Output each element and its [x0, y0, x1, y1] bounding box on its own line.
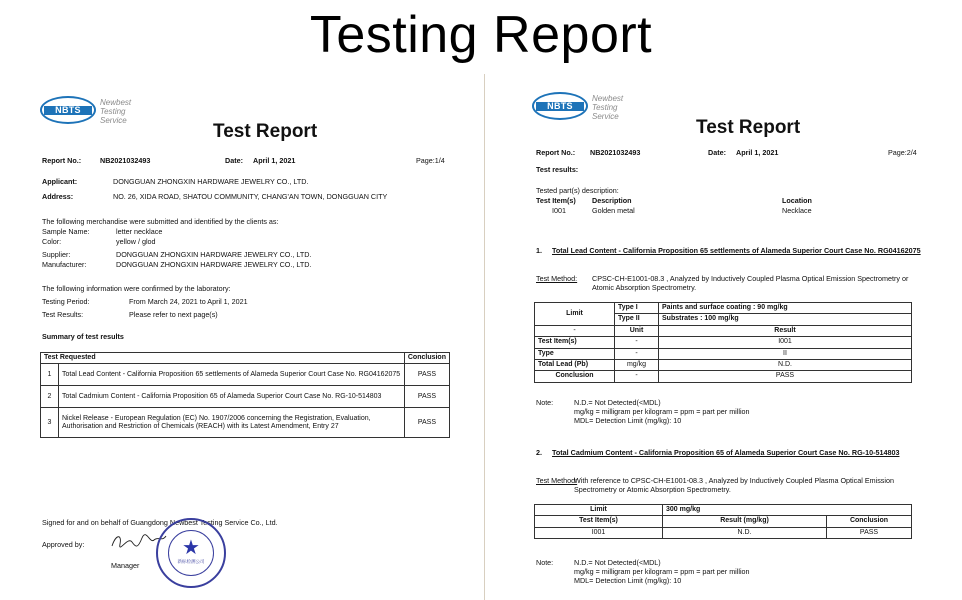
- table-row: [535, 325, 912, 336]
- page-number: Page:1/4: [416, 156, 445, 165]
- limit-label: Limit: [535, 505, 663, 516]
- logo-abbr: NBTS: [44, 106, 92, 115]
- applicant-value: DONGGUAN ZHONGXIN HARDWARE JEWELRY CO., LTD.: [113, 177, 309, 186]
- table-cell: mg/kg: [615, 359, 659, 370]
- report-title: Test Report: [213, 121, 318, 142]
- report-no: NB2021032493: [100, 156, 151, 165]
- note-label: Note:: [536, 558, 554, 567]
- table-header: Conclusion: [827, 516, 912, 527]
- cadmium-results-table: [534, 504, 912, 539]
- table-cell: N.D.: [659, 359, 912, 370]
- table-cell: N.D.: [663, 527, 827, 538]
- report-title: Test Report: [696, 117, 801, 138]
- table-cell: I001: [535, 527, 663, 538]
- address-label: Address:: [42, 192, 74, 201]
- note-line: mg/kg = milligram per kilogram = ppm = part per million: [574, 567, 750, 576]
- banner-title: Testing Report: [309, 6, 653, 64]
- parts-item: I001: [552, 206, 566, 215]
- address-value: NO. 26, XIDA ROAD, SHATOU COMMUNITY, CHANG'AN TOWN, DONGGUAN CITY: [113, 192, 388, 201]
- company-stamp-icon: [156, 518, 226, 588]
- table-cell: Total Lead (Pb): [535, 359, 615, 370]
- logo-line-2: Testing: [100, 107, 126, 116]
- table-row: [535, 303, 912, 314]
- table-row: [535, 348, 912, 359]
- note-line: MDL= Detection Limit (mg/kg): 10: [574, 416, 682, 425]
- manufacturer-label: Manufacturer:: [42, 260, 87, 269]
- table-row: [535, 527, 912, 538]
- report-no-label: Report No.:: [42, 156, 82, 165]
- table-row: [41, 386, 450, 408]
- type-1-value: Paints and surface coating : 90 mg/kg: [659, 303, 912, 314]
- table-row: [41, 408, 450, 438]
- parts-header-desc: Description: [592, 196, 632, 205]
- parts-header-item: Test Item(s): [536, 196, 576, 205]
- stamp-text: 新标检测公司: [177, 559, 205, 564]
- type-2-value: Substrates : 100 mg/kg: [659, 314, 912, 325]
- type-1-label: Type I: [615, 303, 659, 314]
- table-cell: Result: [659, 325, 912, 336]
- table-cell: I001: [659, 337, 912, 348]
- test-requested: Total Cadmium Content - California Proposition 65 of Alameda Superior Court Case No. RG-10-514803: [59, 386, 405, 408]
- period-value: From March 24, 2021 to April 1, 2021: [129, 297, 248, 306]
- table-cell: PASS: [659, 371, 912, 382]
- limit-value: 300 mg/kg: [663, 505, 912, 516]
- table-cell: Type: [535, 348, 615, 359]
- approved-label: Approved by:: [42, 540, 85, 549]
- logo-abbr: NBTS: [536, 102, 584, 111]
- section-1-number: 1.: [536, 246, 542, 255]
- test-requested: Total Lead Content - California Proposition 65 settlements of Alameda Superior Court Case No. RG04162075: [59, 364, 405, 386]
- table-cell: Test Item(s): [535, 337, 615, 348]
- section-1-title: Total Lead Content - California Proposition 65 settlements of Alameda Superior Court Case No. RG04162075: [552, 246, 921, 255]
- results-value: Please refer to next page(s): [129, 310, 218, 319]
- report-date: April 1, 2021: [253, 156, 296, 165]
- parts-header-location: Location: [782, 196, 812, 205]
- results-label: Test Results:: [42, 310, 84, 319]
- date-label: Date:: [708, 148, 726, 157]
- applicant-label: Applicant:: [42, 177, 78, 186]
- page-number: Page:2/4: [888, 148, 917, 157]
- table-cell: -: [535, 325, 615, 336]
- lab-intro: The following information were confirmed by the laboratory:: [42, 284, 231, 293]
- conclusion: PASS: [404, 364, 449, 386]
- logo-name: [592, 94, 623, 121]
- section-2-number: 2.: [536, 448, 542, 457]
- table-row: [535, 371, 912, 382]
- merchandise-intro: The following merchandise were submitted and identified by the clients as:: [42, 217, 279, 226]
- row-number: 1: [41, 364, 59, 386]
- conclusion: PASS: [404, 386, 449, 408]
- conclusion: PASS: [404, 408, 449, 438]
- star-icon: ★: [182, 537, 200, 559]
- report-page-2: [494, 74, 956, 600]
- summary-table: [40, 352, 450, 438]
- table-cell: Unit: [615, 325, 659, 336]
- table-header: Conclusion: [404, 353, 449, 364]
- table-row: [41, 353, 450, 364]
- section-2-title: Total Cadmium Content - California Proposition 65 of Alameda Superior Court Case No. RG-10-514803: [552, 448, 900, 457]
- logo-line-2: Testing: [592, 103, 618, 112]
- supplier-value: DONGGUAN ZHONGXIN HARDWARE JEWELRY CO., LTD.: [116, 250, 312, 259]
- limit-label: Limit: [535, 303, 615, 326]
- parts-location: Necklace: [782, 206, 812, 215]
- note-line: mg/kg = milligram per kilogram = ppm = part per million: [574, 407, 750, 416]
- manager-label: Manager: [111, 561, 140, 570]
- logo-line-1: Newbest: [100, 98, 132, 107]
- report-no-label: Report No.:: [536, 148, 576, 157]
- signed-statement: Signed for and on behalf of Guangdong Newbest Testing Service Co., Ltd.: [42, 518, 278, 527]
- sample-label: Sample Name:: [42, 227, 90, 236]
- section-2-method-label: Test Method:: [536, 476, 578, 485]
- logo-name: [100, 98, 131, 125]
- manufacturer-value: DONGGUAN ZHONGXIN HARDWARE JEWELRY CO., LTD.: [116, 260, 312, 269]
- table-cell: -: [615, 337, 659, 348]
- table-header: Test Item(s): [535, 516, 663, 527]
- test-results-label: Test results:: [536, 165, 579, 174]
- table-cell: -: [615, 348, 659, 359]
- logo-line-3: Service: [592, 112, 619, 121]
- logo-line-3: Service: [100, 116, 127, 125]
- table-cell: II: [659, 348, 912, 359]
- table-cell: -: [615, 371, 659, 382]
- table-row: [41, 364, 450, 386]
- section-2-method: With reference to CPSC-CH-E1001-08.3 , Analyzed by Inductively Coupled Plasma Optical Emission Spectrometry or Atomic Absorption Spectrometry.: [574, 476, 894, 495]
- logo-line-1: Newbest: [592, 94, 624, 103]
- parts-desc: Golden metal: [592, 206, 635, 215]
- table-header: Result (mg/kg): [663, 516, 827, 527]
- row-number: 2: [41, 386, 59, 408]
- table-row: [535, 359, 912, 370]
- table-header: Test Requested: [41, 353, 405, 364]
- sample-value: letter necklace: [116, 227, 163, 236]
- nbts-logo-icon: [532, 92, 588, 120]
- color-label: Color:: [42, 237, 62, 246]
- note-line: MDL= Detection Limit (mg/kg): 10: [574, 576, 682, 585]
- table-row: [535, 516, 912, 527]
- report-page-1: [8, 74, 474, 600]
- table-cell: Conclusion: [535, 371, 615, 382]
- report-date: April 1, 2021: [736, 148, 779, 157]
- page-divider: [484, 74, 485, 600]
- row-number: 3: [41, 408, 59, 438]
- test-requested: Nickel Release - European Regulation (EC) No. 1907/2006 concerning the Registration, Evaluation, Authorisation and Restriction of Chemicals (REACH) with its Latest Amendment, Entry 27: [59, 408, 405, 438]
- section-1-method: CPSC-CH-E1001-08.3 , Analyzed by Inductively Coupled Plasma Optical Emission Spectrometry or Atomic Absorption Spectrometry.: [592, 274, 909, 293]
- lead-results-table: [534, 302, 912, 383]
- table-cell: PASS: [827, 527, 912, 538]
- type-2-label: Type II: [615, 314, 659, 325]
- report-no: NB2021032493: [590, 148, 641, 157]
- date-label: Date:: [225, 156, 243, 165]
- period-label: Testing Period:: [42, 297, 90, 306]
- section-1-method-label: Test Method:: [536, 274, 578, 283]
- note-line: N.D.= Not Detected(<MDL): [574, 558, 661, 567]
- nbts-logo-icon: [40, 96, 96, 124]
- summary-title: Summary of test results: [42, 332, 124, 341]
- note-label: Note:: [536, 398, 554, 407]
- table-row: [535, 505, 912, 516]
- color-value: yellow / glod: [116, 237, 156, 246]
- tested-parts-label: Tested part(s) description:: [536, 186, 619, 195]
- table-row: [535, 337, 912, 348]
- note-line: N.D.= Not Detected(<MDL): [574, 398, 661, 407]
- supplier-label: Supplier:: [42, 250, 71, 259]
